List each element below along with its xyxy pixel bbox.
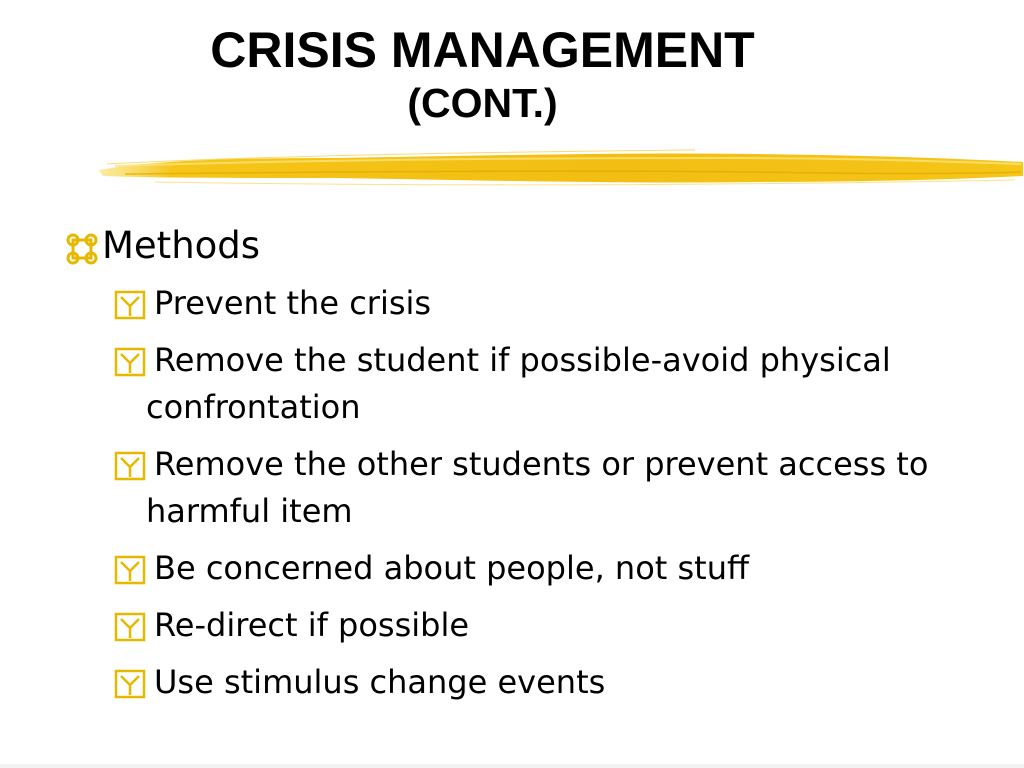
title-line-1: CRISIS MANAGEMENT [210,22,755,78]
checkbox-y-icon [114,347,146,377]
slide-title [0,22,965,126]
checkbox-y-icon [114,555,146,585]
list-item [114,545,982,592]
brush-stroke-divider [95,146,1024,190]
list-item-label: Use stimulus change events [154,663,606,701]
list-item-label: Re-direct if possible [154,606,470,644]
list-item-label: Be concerned about people, not stuff [154,549,750,587]
checkbox-y-icon [114,451,146,481]
list-item [114,659,982,706]
list-item [114,337,982,431]
list-item [114,280,982,327]
list-item-label: Remove the other students or prevent access to harmful item [146,445,929,530]
list-item-label: Prevent the crisis [154,284,432,322]
main-bullet-label: Methods [102,224,261,267]
list-item-label: Remove the student if possible-avoid physical confrontation [146,341,891,426]
main-bullet-item [62,222,982,270]
footer-divider [0,764,1024,768]
checkbox-y-icon [114,612,146,642]
list-item [114,441,982,535]
list-item [114,602,982,649]
command-icon [62,222,102,270]
slide-content [62,222,982,716]
sub-bullet-list [114,280,982,706]
checkbox-y-icon [114,669,146,699]
title-line-2: (CONT.) [407,80,558,126]
checkbox-y-icon [114,290,146,320]
